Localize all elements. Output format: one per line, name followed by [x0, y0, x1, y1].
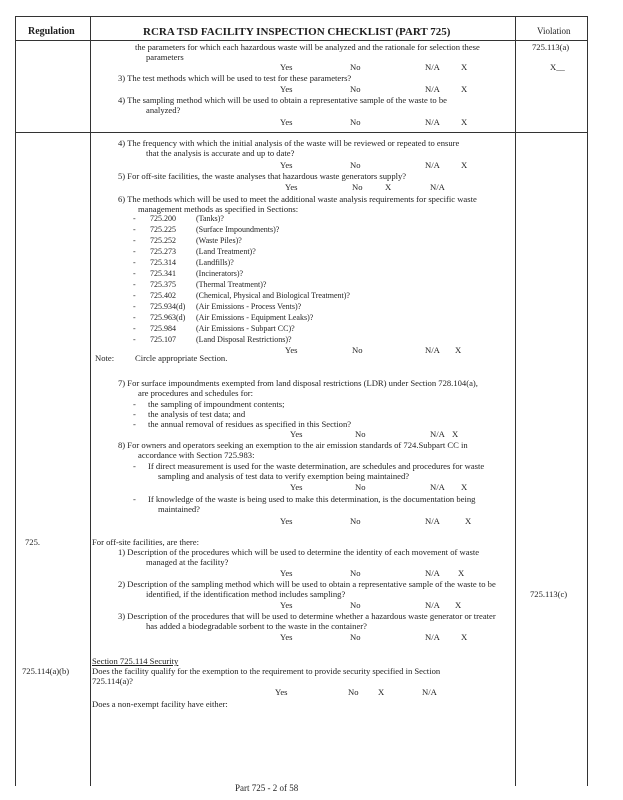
- answer-mark: X: [455, 600, 462, 610]
- header-top-rule: [15, 16, 587, 17]
- item-7-bullet-text: the sampling of impoundment contents;: [148, 399, 285, 409]
- section-desc: (Waste Piles)?: [196, 236, 242, 245]
- section-bullet: -: [133, 247, 136, 256]
- item-c-text: 3) The test methods which will be used to test for these parameters?: [118, 73, 352, 83]
- offsite-item-1-text-cont: managed at the facility?: [146, 557, 229, 567]
- answer-mark: X: [458, 568, 465, 578]
- section-bullet: -: [133, 291, 136, 300]
- item-g-text-cont: management methods as specified in Sections:: [138, 204, 299, 214]
- item-e-text-cont: that the analysis is accurate and up to date?: [146, 148, 295, 158]
- answer-na-label: N/A: [425, 568, 440, 578]
- answer-na-label: N/A: [425, 600, 440, 610]
- section-code: 725.200: [150, 214, 176, 223]
- answer-yes-label: Yes: [280, 84, 293, 94]
- item-7-bullet-text: the annual removal of residues as specified in this Section?: [148, 419, 352, 429]
- note-text: Circle appropriate Section.: [135, 353, 228, 363]
- answer-na-label: N/A: [430, 182, 445, 192]
- section-desc: (Tanks)?: [196, 214, 224, 223]
- section-code: 725.375: [150, 280, 176, 289]
- citation: 725.113(c): [530, 589, 568, 599]
- offsite-item-3-text: 3) Description of the procedures that will be used to determine whether a hazardous waste generator or treater: [118, 611, 496, 621]
- page-title: RCRA TSD FACILITY INSPECTION CHECKLIST (PART 725): [143, 26, 451, 38]
- answer-mark: X: [461, 117, 468, 127]
- section-code: 725.314: [150, 258, 176, 267]
- answer-yes-label: Yes: [280, 117, 293, 127]
- answer-no-label: No: [350, 600, 361, 610]
- answer-no-label: No: [352, 182, 363, 192]
- section-desc: (Air Emissions - Equipment Leaks)?: [196, 313, 314, 322]
- section-code: 725.963(d): [150, 313, 186, 322]
- section-bullet: -: [133, 335, 136, 344]
- section-desc: (Land Treatment)?: [196, 247, 256, 256]
- item-8-bullet-text: If direct measurement is used for the waste determination, are schedules and procedures for waste: [148, 461, 485, 471]
- page-footer: Part 725 - 2 of 58: [235, 783, 299, 793]
- offsite-item-2-text-cont: identified, if the identification method includes sampling?: [146, 589, 346, 599]
- note-label: Note:: [95, 353, 115, 363]
- violation-mark: X__: [550, 62, 565, 72]
- answer-na-label: N/A: [425, 516, 440, 526]
- answer-na-label: N/A: [422, 687, 437, 697]
- answer-no-label: No: [350, 117, 361, 127]
- section-code: 725.273: [150, 247, 176, 256]
- answer-mark: X: [385, 182, 392, 192]
- item-8-bullet: -: [133, 461, 136, 471]
- item-8-bullet-text-cont: sampling and analysis of test data to verify exemption being maintained?: [158, 471, 410, 481]
- section-code: 725.402: [150, 291, 176, 300]
- offsite-item-2-text: 2) Description of the sampling method which will be used to obtain a representative sample of the waste to be: [118, 579, 496, 589]
- answer-no-label: No: [355, 429, 366, 439]
- security-question-1: Does the facility qualify for the exemption to the requirement to provide security specified in Section: [92, 666, 441, 676]
- item-7-bullet: -: [133, 409, 136, 419]
- answer-mark: X: [461, 62, 468, 72]
- item-g-text: 6) The methods which will be used to meet the additional waste analysis requirements for specific waste: [118, 194, 477, 204]
- answer-yes-label: Yes: [280, 160, 293, 170]
- answer-na-label: N/A: [425, 160, 440, 170]
- section-bullet: -: [133, 302, 136, 311]
- item-e-text: 4) The frequency with which the initial analysis of the waste will be reviewed or repeated to ensure: [118, 138, 460, 148]
- answer-yes-label: Yes: [285, 182, 298, 192]
- section-bullet: -: [133, 324, 136, 333]
- section-bullet: -: [133, 280, 136, 289]
- answer-mark: X: [465, 516, 472, 526]
- item-8-bullet: -: [133, 494, 136, 504]
- section-code: 725.341: [150, 269, 176, 278]
- section-desc: (Air Emissions - Process Vents)?: [196, 302, 302, 311]
- item-7-bullet: -: [133, 399, 136, 409]
- section-code: 725.107: [150, 335, 176, 344]
- regulation-cite: 725.114(a)(b): [22, 666, 70, 676]
- regulation-header: Regulation: [28, 26, 75, 37]
- answer-no-label: No: [350, 160, 361, 170]
- item-b-text-cont: parameters: [146, 52, 184, 62]
- section-desc: (Surface Impoundments)?: [196, 225, 280, 234]
- item-7-text: 7) For surface impoundments exempted from land disposal restrictions (LDR) under Section 728.104(a),: [118, 378, 478, 388]
- item-b-text: the parameters for which each hazardous waste will be analyzed and the rationale for selection these: [135, 42, 480, 52]
- section-code: 725.934(d): [150, 302, 186, 311]
- section-bullet: -: [133, 214, 136, 223]
- section-desc: (Landfills)?: [196, 258, 234, 267]
- answer-mark: X: [378, 687, 385, 697]
- item-d-text-cont: analyzed?: [146, 105, 181, 115]
- answer-no-label: No: [355, 482, 366, 492]
- answer-no-label: No: [352, 345, 363, 355]
- answer-na-label: N/A: [430, 482, 445, 492]
- item-8-text-cont: accordance with Section 725.983:: [138, 450, 255, 460]
- section-code: 725.984: [150, 324, 176, 333]
- answer-yes-label: Yes: [280, 632, 293, 642]
- citation: 725.113(a): [532, 42, 570, 52]
- answer-mark: X: [461, 482, 468, 492]
- answer-mark: X: [461, 632, 468, 642]
- answer-yes-label: Yes: [280, 62, 293, 72]
- header-bottom-rule: [15, 40, 587, 41]
- section-code: 725.225: [150, 225, 176, 234]
- answer-yes-label: Yes: [280, 516, 293, 526]
- section-bullet: -: [133, 269, 136, 278]
- answer-yes-label: Yes: [290, 482, 303, 492]
- item-7-bullet: -: [133, 419, 136, 429]
- security-question-1-cont: 725.114(a)?: [92, 676, 133, 686]
- answer-mark: X: [461, 84, 468, 94]
- section-bullet: -: [133, 258, 136, 267]
- right-border: [587, 16, 588, 786]
- answer-no-label: No: [348, 687, 359, 697]
- answer-na-label: N/A: [425, 117, 440, 127]
- answer-yes-label: Yes: [280, 568, 293, 578]
- regulation-cite: 725.: [25, 537, 41, 547]
- item-7-text-cont: are procedures and schedules for:: [138, 388, 254, 398]
- answer-no-label: No: [350, 632, 361, 642]
- security-question-2: Does a non-exempt facility have either:: [92, 699, 228, 709]
- section-code: 725.252: [150, 236, 176, 245]
- answer-yes-label: Yes: [290, 429, 303, 439]
- section-desc: (Air Emissions - Subpart CC)?: [196, 324, 295, 333]
- answer-no-label: No: [350, 568, 361, 578]
- answer-na-label: N/A: [425, 84, 440, 94]
- section-desc: (Thermal Treatment)?: [196, 280, 267, 289]
- section-desc: (Chemical, Physical and Biological Treatment)?: [196, 291, 350, 300]
- answer-no-label: No: [350, 84, 361, 94]
- answer-na-label: N/A: [425, 632, 440, 642]
- offsite-item-3-text-cont: has added a biodegradable sorbent to the waste in the container?: [146, 621, 367, 631]
- answer-mark: X: [455, 345, 462, 355]
- item-8-bullet-text-cont: maintained?: [158, 504, 200, 514]
- violation-header: Violation: [537, 26, 571, 36]
- answer-na-label: N/A: [425, 62, 440, 72]
- answer-na-label: N/A: [425, 345, 440, 355]
- item-8-text: 8) For owners and operators seeking an exemption to the air emission standards of 724.Subpart CC in: [118, 440, 468, 450]
- item-d-text: 4) The sampling method which will be used to obtain a representative sample of the waste to be: [118, 95, 447, 105]
- item-f-text: 5) For off-site facilities, the waste analyses that hazardous waste generators supply?: [118, 171, 407, 181]
- answer-yes-label: Yes: [285, 345, 298, 355]
- answer-yes-label: Yes: [275, 687, 288, 697]
- section-bullet: -: [133, 236, 136, 245]
- section-desc: (Incinerators)?: [196, 269, 244, 278]
- section-desc: (Land Disposal Restrictions)?: [196, 335, 292, 344]
- answer-no-label: No: [350, 62, 361, 72]
- offsite-intro: For off-site facilities, are there:: [92, 537, 199, 547]
- section-bullet: -: [133, 313, 136, 322]
- section-bullet: -: [133, 225, 136, 234]
- item-7-bullet-text: the analysis of test data; and: [148, 409, 246, 419]
- offsite-item-1-text: 1) Description of the procedures which will be used to determine the identity of each movement of waste: [118, 547, 480, 557]
- answer-no-label: No: [350, 516, 361, 526]
- answer-mark: X: [461, 160, 468, 170]
- security-section-heading: Section 725.114 Security: [92, 656, 179, 666]
- answer-mark: X: [452, 429, 459, 439]
- section-separator: [15, 132, 587, 133]
- item-8-bullet-text: If knowledge of the waste is being used to make this determination, is the documentation being: [148, 494, 476, 504]
- answer-na-label: N/A: [430, 429, 445, 439]
- answer-yes-label: Yes: [280, 600, 293, 610]
